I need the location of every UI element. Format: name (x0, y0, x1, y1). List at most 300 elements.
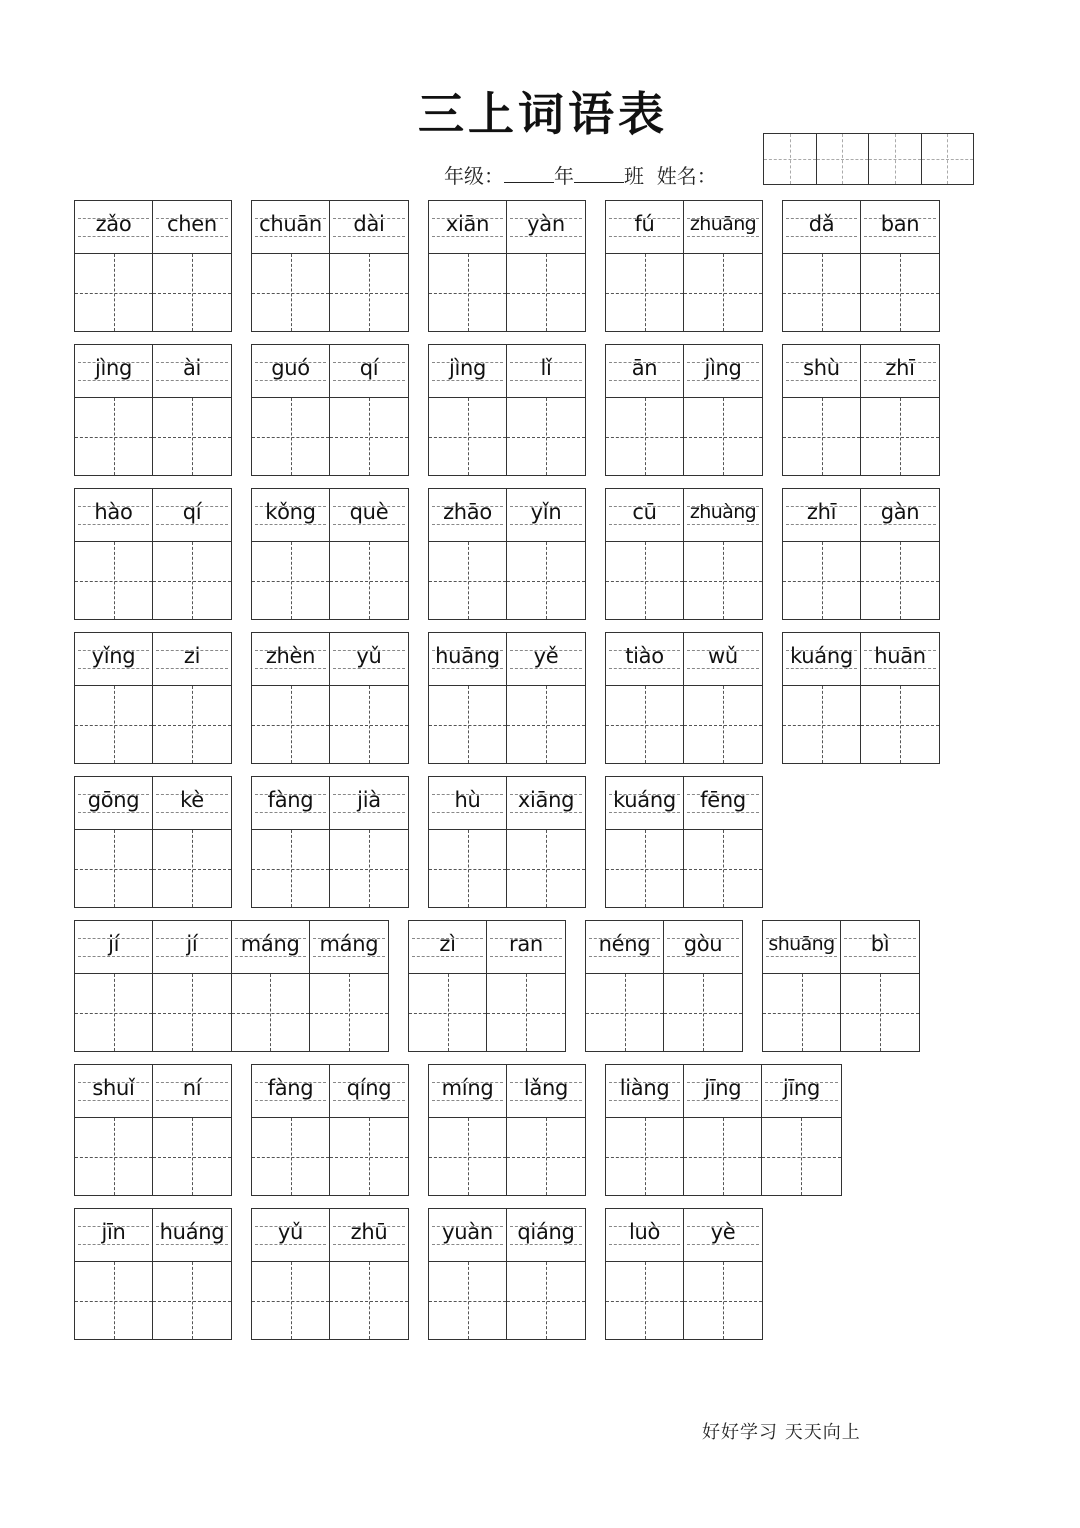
character-cell (684, 633, 762, 763)
pinyin-text: ní (182, 1076, 202, 1100)
tianzige-writing-square[interactable] (487, 974, 565, 1051)
character-cell (861, 201, 939, 331)
pinyin-text: lǎng (523, 1076, 569, 1100)
pinyin-text: yè (710, 1220, 736, 1244)
tianzige-writing-square[interactable] (586, 974, 663, 1051)
tianzige-writing-square[interactable] (861, 686, 939, 763)
tianzige-writing-square[interactable] (429, 1118, 506, 1195)
pinyin-area (429, 1209, 506, 1262)
pinyin-text: kǒng (265, 500, 316, 524)
tianzige-writing-square[interactable] (507, 254, 585, 331)
pinyin-text: zǎo (95, 212, 132, 236)
tianzige-writing-square[interactable] (684, 1262, 762, 1339)
tianzige-writing-square[interactable] (429, 542, 506, 619)
character-cell (487, 921, 565, 1051)
tianzige-writing-square[interactable] (606, 254, 683, 331)
pinyin-area (507, 201, 585, 254)
character-cell (330, 777, 408, 907)
tianzige-writing-square[interactable] (507, 830, 585, 907)
pinyin-text: hù (454, 788, 481, 812)
pinyin-area (684, 345, 762, 398)
word-box (251, 200, 409, 332)
pinyin-area (684, 201, 762, 254)
character-cell (507, 201, 585, 331)
pinyin-area (783, 633, 860, 686)
tianzige-writing-square[interactable] (153, 686, 231, 763)
pinyin-text: luò (628, 1220, 661, 1244)
pinyin-area (75, 1209, 152, 1262)
word-box (74, 200, 232, 332)
tianzige-writing-square[interactable] (762, 1118, 840, 1195)
tianzige-writing-square[interactable] (330, 1118, 408, 1195)
pinyin-text: kuáng (613, 788, 676, 812)
name-char-cell[interactable] (817, 134, 870, 184)
pinyin-area (409, 921, 486, 974)
pinyin-area (153, 201, 231, 254)
pinyin-text: máng (319, 932, 379, 956)
character-cell (606, 777, 684, 907)
tianzige-writing-square[interactable] (75, 830, 152, 907)
pinyin-area (153, 1209, 231, 1262)
pinyin-area (232, 921, 309, 974)
pinyin-text: fàng (267, 788, 314, 812)
word-box (251, 776, 409, 908)
tianzige-writing-square[interactable] (606, 830, 683, 907)
tianzige-writing-square[interactable] (153, 1118, 231, 1195)
character-cell (684, 777, 762, 907)
character-cell (252, 633, 330, 763)
name-char-cell[interactable] (764, 134, 817, 184)
pinyin-text: xiān (445, 212, 490, 236)
pinyin-text: zhū (350, 1220, 388, 1244)
tianzige-writing-square[interactable] (429, 1262, 506, 1339)
tianzige-writing-square[interactable] (606, 542, 683, 619)
student-info-line (444, 160, 717, 189)
character-cell (75, 777, 153, 907)
pinyin-area (861, 345, 939, 398)
word-box (428, 1208, 586, 1340)
pinyin-text: kuáng (790, 644, 853, 668)
tianzige-writing-square[interactable] (232, 974, 309, 1051)
character-cell (429, 777, 507, 907)
tianzige-writing-square[interactable] (330, 686, 408, 763)
pinyin-area (861, 489, 939, 542)
tianzige-writing-square[interactable] (75, 542, 152, 619)
tianzige-writing-square[interactable] (310, 974, 388, 1051)
word-box (408, 920, 566, 1052)
pinyin-area (841, 921, 919, 974)
character-cell (330, 1209, 408, 1339)
character-cell (783, 345, 861, 475)
pinyin-area (507, 633, 585, 686)
tianzige-writing-square[interactable] (507, 1118, 585, 1195)
word-box (74, 1208, 232, 1340)
pinyin-area (763, 921, 840, 974)
tianzige-writing-square[interactable] (783, 254, 860, 331)
character-cell (153, 1065, 231, 1195)
tianzige-writing-square[interactable] (861, 254, 939, 331)
pinyin-area (153, 489, 231, 542)
pinyin-area (507, 1209, 585, 1262)
tianzige-writing-square[interactable] (684, 542, 762, 619)
name-label: 姓名： (656, 164, 717, 188)
tianzige-writing-square[interactable] (783, 398, 860, 475)
tianzige-writing-square[interactable] (75, 974, 152, 1051)
word-box (782, 344, 940, 476)
pinyin-area (684, 489, 762, 542)
tianzige-writing-square[interactable] (684, 254, 762, 331)
pinyin-text: fú (634, 212, 655, 236)
tianzige-writing-square[interactable] (606, 1262, 683, 1339)
tianzige-writing-square[interactable] (252, 686, 329, 763)
character-cell (684, 345, 762, 475)
pinyin-area (507, 1065, 585, 1118)
character-cell (783, 201, 861, 331)
character-cell (252, 1065, 330, 1195)
pinyin-text: máng (240, 932, 300, 956)
word-box (251, 1208, 409, 1340)
pinyin-text: zhuàng (689, 501, 757, 523)
tianzige-writing-square[interactable] (330, 398, 408, 475)
pinyin-area (252, 1209, 329, 1262)
character-cell (252, 201, 330, 331)
tianzige-writing-square[interactable] (153, 974, 230, 1051)
character-cell (429, 489, 507, 619)
pinyin-area (75, 1065, 152, 1118)
grade-blank[interactable] (504, 164, 554, 183)
pinyin-area (783, 345, 860, 398)
character-cell (586, 921, 664, 1051)
tianzige-writing-square[interactable] (606, 686, 683, 763)
character-cell (153, 489, 231, 619)
pinyin-area (252, 201, 329, 254)
pinyin-area (664, 921, 742, 974)
pinyin-area (330, 489, 408, 542)
tianzige-writing-square[interactable] (507, 1262, 585, 1339)
character-cell (310, 921, 388, 1051)
pinyin-text: yàn (527, 212, 565, 236)
word-box (74, 344, 232, 476)
page-title: 三上词语表 (418, 87, 668, 141)
character-cell (153, 777, 231, 907)
class-blank[interactable] (574, 164, 624, 183)
word-box (428, 776, 586, 908)
word-box (74, 488, 232, 620)
pinyin-text: zhāo (443, 500, 492, 524)
tianzige-writing-square[interactable] (841, 974, 919, 1051)
tianzige-writing-square[interactable] (252, 1118, 329, 1195)
pinyin-area (252, 777, 329, 830)
tianzige-writing-square[interactable] (330, 254, 408, 331)
pinyin-text: zhèn (265, 644, 316, 668)
pinyin-text: zhī (806, 500, 837, 524)
pinyin-area (861, 201, 939, 254)
pinyin-text: fàng (267, 1076, 314, 1100)
character-cell (507, 345, 585, 475)
word-box (605, 344, 763, 476)
word-box (782, 200, 940, 332)
character-cell (75, 1065, 153, 1195)
character-cell (75, 921, 153, 1051)
character-cell (330, 1065, 408, 1195)
word-box (585, 920, 743, 1052)
pinyin-text: huān (874, 644, 926, 668)
character-cell (153, 345, 231, 475)
pinyin-text: yuàn (442, 1220, 493, 1244)
word-box (605, 1208, 763, 1340)
tianzige-writing-square[interactable] (75, 1118, 152, 1195)
pinyin-area (429, 345, 506, 398)
pinyin-area (487, 921, 565, 974)
pinyin-text: yǔ (277, 1220, 304, 1244)
word-box (605, 632, 763, 764)
character-cell (606, 1065, 684, 1195)
tianzige-writing-square[interactable] (763, 974, 840, 1051)
character-cell (75, 489, 153, 619)
word-box (428, 632, 586, 764)
tianzige-writing-square[interactable] (330, 830, 408, 907)
tianzige-writing-square[interactable] (684, 830, 762, 907)
pinyin-text: chuān (259, 212, 322, 236)
pinyin-text: huáng (159, 1220, 225, 1244)
pinyin-area (330, 345, 408, 398)
word-box (251, 632, 409, 764)
character-cell (783, 633, 861, 763)
word-box (605, 776, 763, 908)
tianzige-writing-square[interactable] (861, 542, 939, 619)
tianzige-writing-square[interactable] (153, 398, 231, 475)
tianzige-writing-square[interactable] (429, 686, 506, 763)
word-box (428, 1064, 586, 1196)
pinyin-area (330, 777, 408, 830)
pinyin-area (153, 345, 231, 398)
pinyin-area (252, 1065, 329, 1118)
class-label: 班 (624, 164, 644, 188)
character-cell (606, 345, 684, 475)
pinyin-text: huāng (435, 644, 500, 668)
character-cell (861, 345, 939, 475)
word-box (74, 632, 232, 764)
pinyin-text: jìng (704, 356, 742, 380)
pinyin-area (75, 489, 152, 542)
pinyin-area (684, 1209, 762, 1262)
tianzige-writing-square[interactable] (153, 542, 231, 619)
character-cell (507, 633, 585, 763)
character-cell (664, 921, 742, 1051)
tianzige-writing-square[interactable] (252, 1262, 329, 1339)
character-cell (252, 345, 330, 475)
pinyin-text: xiāng (517, 788, 575, 812)
tianzige-writing-square[interactable] (783, 686, 860, 763)
character-cell (783, 489, 861, 619)
character-cell (75, 201, 153, 331)
word-box (605, 488, 763, 620)
word-box (74, 776, 232, 908)
tianzige-writing-square[interactable] (684, 398, 762, 475)
pinyin-area (330, 1209, 408, 1262)
word-box (428, 200, 586, 332)
pinyin-text: shuǐ (92, 1076, 135, 1100)
pinyin-text: qíng (346, 1076, 392, 1100)
name-char-cell[interactable] (922, 134, 974, 184)
pinyin-area (507, 777, 585, 830)
tianzige-writing-square[interactable] (252, 254, 329, 331)
tianzige-writing-square[interactable] (75, 398, 152, 475)
pinyin-text: néng (598, 932, 651, 956)
tianzige-writing-square[interactable] (330, 542, 408, 619)
name-writing-box[interactable] (763, 133, 974, 185)
pinyin-area (606, 201, 683, 254)
pinyin-area (606, 633, 683, 686)
character-cell (330, 489, 408, 619)
tianzige-writing-square[interactable] (330, 1262, 408, 1339)
tianzige-writing-square[interactable] (75, 686, 152, 763)
character-cell (153, 201, 231, 331)
character-cell (429, 1065, 507, 1195)
word-box (428, 488, 586, 620)
pinyin-area (507, 489, 585, 542)
pinyin-area (606, 345, 683, 398)
character-cell (841, 921, 919, 1051)
pinyin-area (762, 1065, 840, 1118)
character-cell (75, 633, 153, 763)
word-box (428, 344, 586, 476)
pinyin-area (429, 1065, 506, 1118)
tianzige-writing-square[interactable] (606, 398, 683, 475)
tianzige-writing-square[interactable] (252, 830, 329, 907)
pinyin-text: zhuāng (689, 213, 757, 235)
pinyin-text: chen (167, 212, 217, 236)
pinyin-text: tiào (625, 644, 664, 668)
pinyin-text: lǐ (540, 356, 552, 380)
name-char-cell[interactable] (869, 134, 922, 184)
character-cell (252, 1209, 330, 1339)
tianzige-writing-square[interactable] (507, 398, 585, 475)
character-cell (429, 633, 507, 763)
word-box (251, 1064, 409, 1196)
tianzige-writing-square[interactable] (861, 398, 939, 475)
character-cell (507, 1209, 585, 1339)
character-cell (330, 633, 408, 763)
character-cell (507, 777, 585, 907)
character-cell (232, 921, 310, 1051)
pinyin-text: gàn (880, 500, 920, 524)
tianzige-writing-square[interactable] (684, 1118, 761, 1195)
pinyin-text: ban (880, 212, 920, 236)
character-cell (75, 1209, 153, 1339)
tianzige-writing-square[interactable] (75, 254, 152, 331)
tianzige-writing-square[interactable] (429, 398, 506, 475)
character-cell (684, 201, 762, 331)
tianzige-writing-square[interactable] (429, 254, 506, 331)
pinyin-text: yǐn (530, 500, 562, 524)
pinyin-area (783, 489, 860, 542)
grade-label: 年级： (444, 164, 504, 188)
tianzige-writing-square[interactable] (75, 1262, 152, 1339)
tianzige-writing-square[interactable] (153, 1262, 231, 1339)
character-cell (252, 489, 330, 619)
pinyin-area (330, 633, 408, 686)
word-box (762, 920, 920, 1052)
tianzige-writing-square[interactable] (507, 686, 585, 763)
pinyin-text: yǔ (356, 644, 382, 668)
character-cell (684, 1209, 762, 1339)
pinyin-area (606, 1065, 683, 1118)
character-cell (252, 777, 330, 907)
character-cell (606, 201, 684, 331)
pinyin-area (75, 201, 152, 254)
tianzige-writing-square[interactable] (252, 542, 329, 619)
pinyin-text: wǔ (708, 644, 738, 668)
pinyin-area (252, 345, 329, 398)
pinyin-text: dài (353, 212, 385, 236)
pinyin-text: ài (182, 356, 202, 380)
word-box (782, 632, 940, 764)
pinyin-area (861, 633, 939, 686)
pinyin-area (330, 1065, 408, 1118)
pinyin-text: ran (509, 932, 543, 956)
tianzige-writing-square[interactable] (153, 254, 231, 331)
footer-motto: 好好学习 天天向上 (702, 1422, 861, 1443)
pinyin-area (75, 777, 152, 830)
pinyin-area (429, 489, 506, 542)
tianzige-writing-square[interactable] (153, 830, 231, 907)
word-box (605, 1064, 842, 1196)
tianzige-writing-square[interactable] (783, 542, 860, 619)
pinyin-area (252, 489, 329, 542)
character-cell (684, 489, 762, 619)
tianzige-writing-square[interactable] (507, 542, 585, 619)
tianzige-writing-square[interactable] (409, 974, 486, 1051)
pinyin-text: qí (359, 356, 379, 380)
character-cell (606, 633, 684, 763)
pinyin-area (684, 1065, 761, 1118)
pinyin-text: jīn (101, 1220, 126, 1244)
pinyin-text: yě (533, 644, 559, 668)
pinyin-area (606, 1209, 683, 1262)
pinyin-text: cū (632, 500, 657, 524)
word-box (251, 344, 409, 476)
pinyin-text: fēng (700, 788, 746, 812)
character-cell (153, 921, 231, 1051)
tianzige-writing-square[interactable] (606, 1118, 683, 1195)
character-cell (153, 633, 231, 763)
pinyin-text: jí (186, 932, 198, 956)
character-cell (330, 345, 408, 475)
pinyin-text: jià (357, 788, 381, 812)
character-cell (861, 633, 939, 763)
pinyin-text: shuāng (768, 933, 835, 955)
character-cell (429, 201, 507, 331)
pinyin-area (75, 345, 152, 398)
pinyin-text: guó (271, 356, 310, 380)
pinyin-text: jīng (782, 1076, 820, 1100)
pinyin-text: jí (108, 932, 120, 956)
pinyin-text: hào (94, 500, 133, 524)
character-cell (75, 345, 153, 475)
pinyin-area (310, 921, 388, 974)
tianzige-writing-square[interactable] (429, 830, 506, 907)
character-cell (153, 1209, 231, 1339)
pinyin-area (75, 921, 152, 974)
character-cell (861, 489, 939, 619)
tianzige-writing-square[interactable] (684, 686, 762, 763)
pinyin-area (606, 777, 683, 830)
character-cell (762, 1065, 840, 1195)
tianzige-writing-square[interactable] (664, 974, 742, 1051)
pinyin-area (153, 633, 231, 686)
tianzige-writing-square[interactable] (252, 398, 329, 475)
